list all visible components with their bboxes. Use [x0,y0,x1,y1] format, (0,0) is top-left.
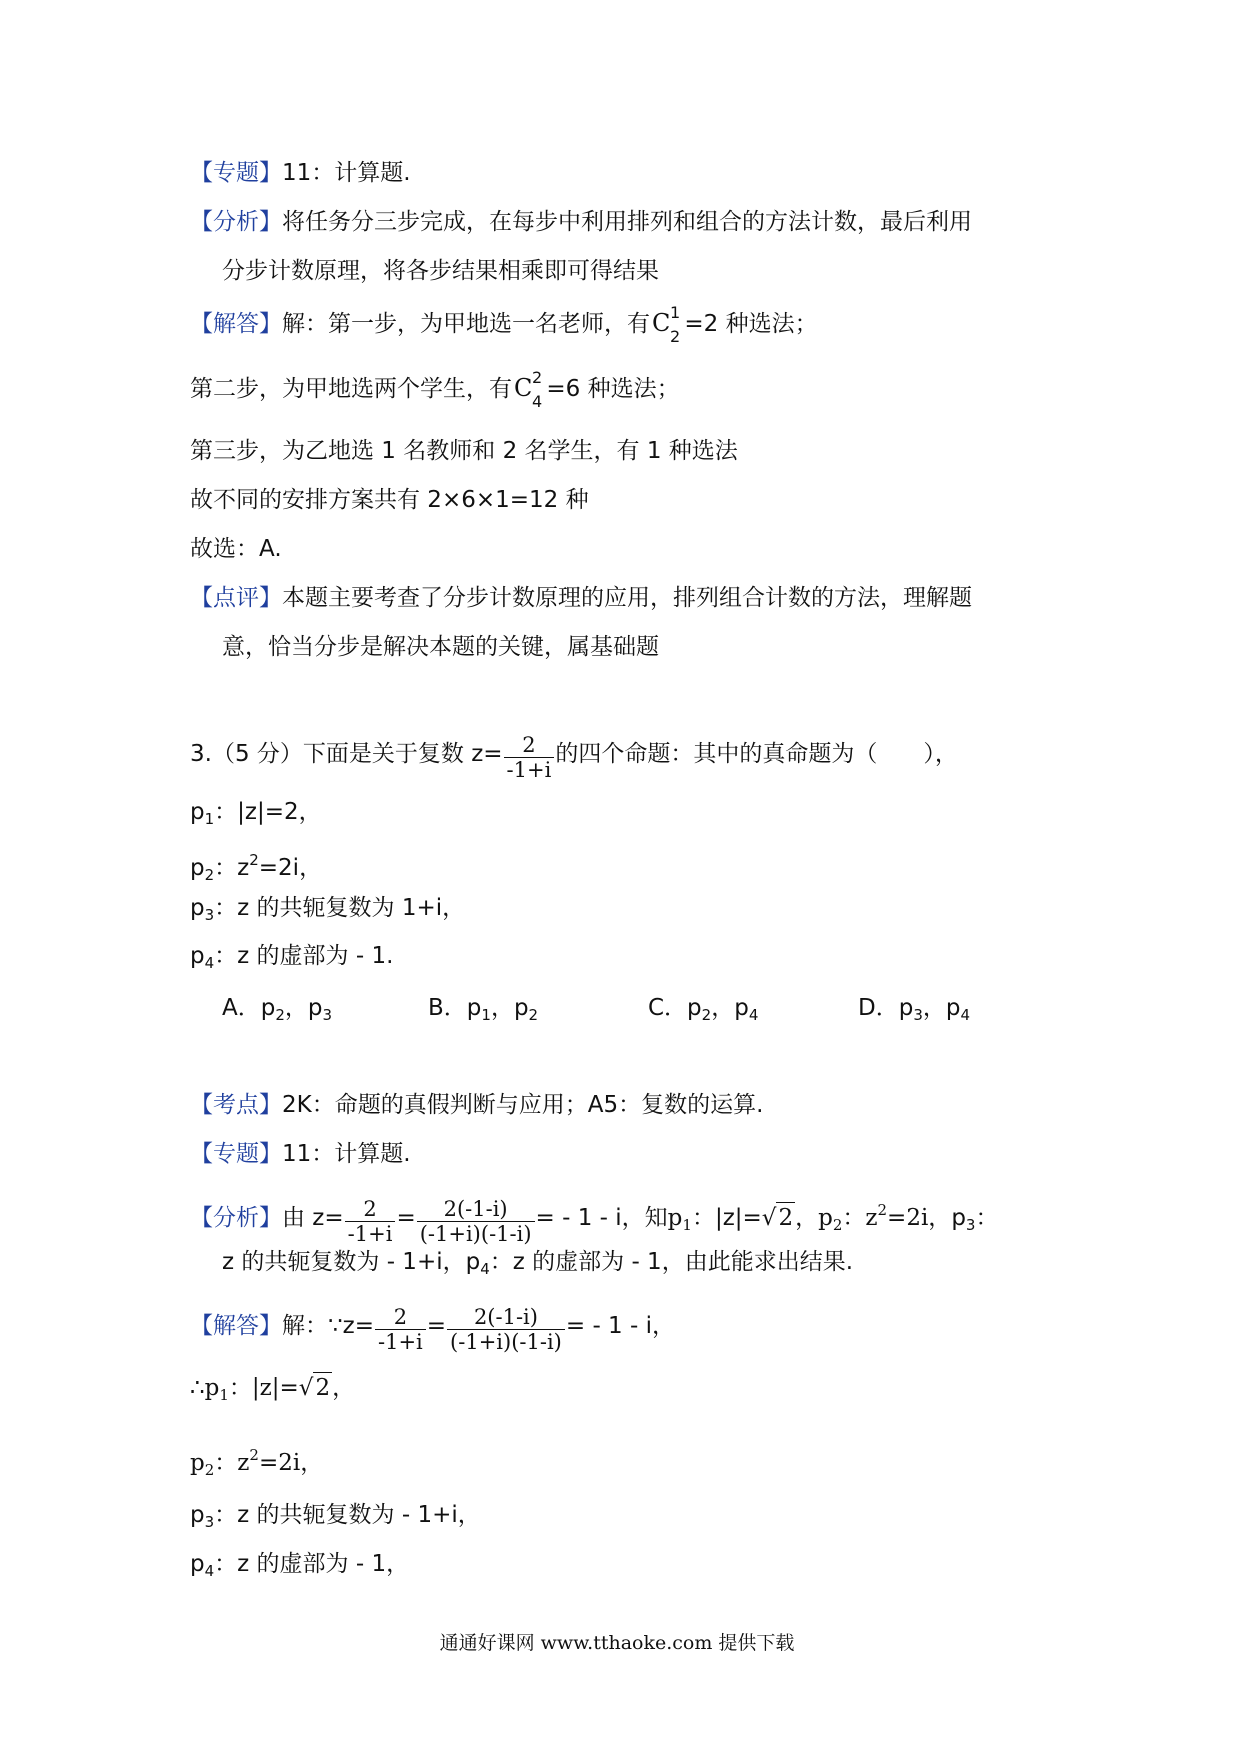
sqrt-symbol: √ [298,1375,314,1401]
fenxi-line2-pre: z 的共轭复数为 - 1+i，p [222,1249,481,1275]
option-c [648,993,758,1030]
zhuanti-tag: 【专题】 [190,160,282,186]
fenxi-tag: 【分析】 [190,209,282,235]
frac-num: 2(-1-i) [443,1197,508,1221]
sqrt-symbol: √ [761,1205,777,1231]
proposition-p1 [190,797,322,834]
jieda-step2 [190,368,680,411]
equals: = [426,1313,447,1339]
frac-den: -1+i [345,1221,396,1246]
p2-label: p [190,855,205,881]
p4-text: ：z 的虚部为 - 1. [214,943,394,969]
jieda-b-line-2 [190,1372,355,1410]
jieda-b-line-1 [190,1302,675,1354]
jieda-b-line-3 [190,1440,323,1485]
fenxi-b-pre: 由 z= [282,1205,344,1231]
option-a-label: A．p [222,995,276,1021]
fraction-1 [345,1197,396,1246]
jieda-step1 [190,303,818,346]
p4-label: p [190,943,205,969]
fenxi-line-2: 分步计数原理，将各步结果相乘即可得结果 [222,258,659,284]
stem-pre: 3.（5 分）下面是关于复数 z= [190,741,503,767]
fenxi-p1-label: p [667,1205,683,1231]
fenxi-p3-label: p [951,1205,966,1231]
comb-sub: 4 [532,392,543,411]
comb-sub: 2 [670,327,681,346]
frac-den: -1+i [375,1329,426,1354]
stem-post: 的四个命题：其中的真命题为（ ）， [555,741,958,767]
jieda-total: 故不同的安排方案共有 2×6×1=12 种 [190,487,589,513]
option-b-label: B．p [428,995,482,1021]
jieda-l3-sub: 2 [204,1461,215,1479]
option-d [858,993,970,1030]
sqrt-radicand: 2 [313,1372,332,1403]
jieda-tag: 【解答】 [190,311,282,337]
fraction-2 [447,1305,565,1354]
jieda-l5-pre: p [190,1551,205,1577]
zhuanti-tag-b: 【专题】 [190,1141,282,1167]
jieda-b-line-5 [190,1549,409,1586]
option-b-mid: ，p [490,995,529,1021]
fenxi-p2-sub: 2 [832,1216,843,1234]
fenxi-line-1 [190,207,972,237]
dianping-tag: 【点评】 [190,585,282,611]
option-b-sub2: 2 [528,1006,539,1024]
option-a [222,993,332,1030]
jieda-l3-pre: p [190,1450,205,1476]
fenxi-b-line-2 [222,1247,853,1284]
kaodian-text: 2K：命题的真假判断与应用；A5：复数的运算. [282,1092,764,1118]
step1-text: 解：第一步，为甲地选一名老师，有 [282,311,650,337]
option-a-sub2: 3 [322,1006,333,1024]
fenxi-tag-b: 【分析】 [190,1205,282,1231]
equals: = [396,1205,416,1231]
option-a-mid: ，p [284,995,323,1021]
jieda-b-line-4 [190,1500,481,1537]
footer-text: 通通好课网 www.tthaoke.com 提供下载 [439,1632,795,1654]
jieda-l5-text: ：z 的虚部为 - 1， [214,1551,410,1577]
frac-den: (-1+i)(-1-i) [417,1221,535,1246]
option-c-label: C．p [648,995,702,1021]
p4-sub: 4 [204,954,215,972]
jieda-l2-sub: 1 [219,1386,229,1404]
zhuanti-line [190,158,411,188]
option-d-mid: ，p [922,995,961,1021]
sqrt-radicand: 2 [776,1202,795,1233]
p2-sub: 2 [204,866,215,884]
jieda-l4-pre: p [190,1502,205,1528]
combination-c21: C 1 2 [652,308,682,339]
p1-sub: 1 [204,810,215,828]
combination-c42: C 2 4 [514,373,544,404]
jieda-l3-end: =2i， [258,1450,324,1476]
step1-post: =2 种选法； [684,311,818,337]
proposition-p2 [190,845,322,890]
frac-num: 2(-1-i) [473,1305,538,1329]
kaodian-tag: 【考点】 [190,1092,282,1118]
jieda-l4-text: ：z 的共轭复数为 - 1+i， [214,1502,481,1528]
option-c-mid: ，p [711,995,749,1021]
zhuanti-text-b: 11：计算题. [282,1141,411,1167]
comb-sup: 2 [532,368,543,387]
option-d-sub1: 3 [913,1006,923,1024]
frac-num: 2 [522,733,536,757]
option-c-sub1: 2 [701,1006,712,1024]
fenxi-line2-post: ：z 的虚部为 - 1，由此能求出结果. [489,1249,853,1275]
zhuanti-text: 11：计算题. [282,160,411,186]
jieda-tag-b: 【解答】 [190,1313,282,1339]
fraction-2-over-minus1-plus-i [504,733,555,782]
jieda-l2-text: ：|z|= [228,1375,299,1401]
jieda-b-res: = - 1 - i， [565,1313,675,1339]
fenxi-b-line-1 [190,1194,999,1246]
jieda-answer: 故选：A. [190,536,282,562]
frac-num: 2 [393,1305,408,1329]
p3-sub: 3 [204,906,215,924]
p3-text: ：z 的共轭复数为 1+i， [214,895,466,921]
fenxi-p2-post: =2i， [887,1205,952,1231]
fenxi-p1-sub: 1 [682,1216,692,1234]
frac-num: 2 [363,1197,377,1221]
jieda-l2-pre: ∴p [190,1375,220,1401]
fenxi-text-1: 将任务分三步完成，在每步中利用排列和组合的方法计数，最后利用 [282,209,972,235]
p1-text: ：|z|=2， [214,799,322,825]
jieda-l3-sup: 2 [249,1446,259,1464]
option-b [428,993,538,1030]
dianping-line-2: 意，恰当分步是解决本题的关键，属基础题 [222,634,659,660]
p2-pre: ：z [214,855,250,881]
step2-post: =6 种选法； [546,376,680,402]
jieda-l2-end: ， [332,1375,356,1401]
proposition-p3 [190,893,465,930]
dianping-line-1 [190,583,972,613]
jieda-step3: 第三步，为乙地选 1 名教师和 2 名学生，有 1 种选法 [190,438,738,464]
frac-den: -1+i [504,757,555,782]
p2-sup: 2 [249,851,259,869]
fenxi-line2-sub: 4 [480,1260,490,1278]
p3-label: p [190,895,205,921]
fenxi-p2-pre: ：z [842,1205,878,1231]
sqrt-2 [762,1202,795,1233]
jieda-b-pre: 解：∵z= [282,1313,374,1339]
p1-label: p [190,799,205,825]
frac-den: (-1+i)(-1-i) [447,1329,565,1354]
fenxi-b-res: = - 1 - i，知 [535,1205,668,1231]
jieda-l3-mid: ：z [214,1450,250,1476]
fenxi-p2-label: p [818,1205,833,1231]
jieda-l4-sub: 3 [204,1513,215,1531]
fenxi-p3-sub: 3 [965,1216,976,1234]
proposition-p4 [190,941,393,978]
fraction-1 [375,1305,426,1354]
fenxi-p3-colon: ： [975,1205,999,1231]
comma: ， [795,1205,819,1231]
option-c-sub2: 4 [748,1006,759,1024]
p2-post: =2i， [258,855,323,881]
dianping-text-1: 本题主要考查了分步计数原理的应用，排列组合计数的方法，理解题 [282,585,972,611]
question3-stem [190,730,958,782]
option-d-label: D．p [858,995,914,1021]
fraction-2 [417,1197,535,1246]
option-a-sub1: 2 [275,1006,285,1024]
option-b-sub1: 1 [481,1006,491,1024]
zhuanti-line-b [190,1139,411,1169]
jieda-l5-sub: 4 [204,1562,215,1580]
kaodian-line [190,1090,763,1120]
option-d-sub2: 4 [960,1006,971,1024]
fenxi-p1-text: ：|z|= [691,1205,762,1231]
step2-text: 第二步，为甲地选两个学生，有 [190,376,512,402]
fenxi-p2-sup: 2 [877,1201,888,1219]
comb-sup: 1 [670,303,681,322]
sqrt-2 [299,1372,332,1403]
